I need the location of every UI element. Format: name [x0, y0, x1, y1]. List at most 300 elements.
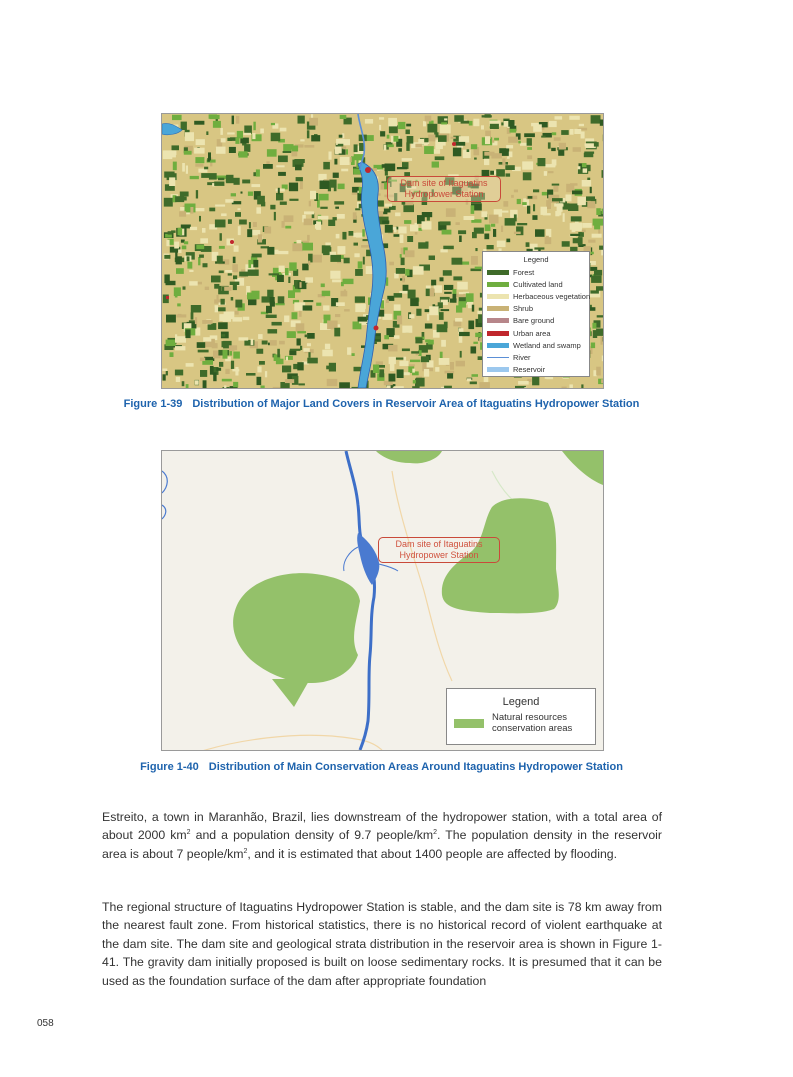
land-cover-patch: [232, 264, 238, 272]
land-cover-patch: [200, 238, 208, 243]
land-cover-patch: [292, 146, 298, 152]
land-cover-patch: [440, 125, 451, 134]
land-cover-patch: [217, 295, 219, 304]
land-cover-patch: [252, 254, 262, 258]
land-cover-patch: [174, 242, 179, 249]
land-cover-patch: [181, 225, 191, 229]
land-cover-patch: [346, 149, 348, 154]
land-cover-patch: [541, 136, 545, 138]
land-cover-patch: [168, 231, 173, 234]
land-cover-patch: [440, 352, 443, 359]
land-cover-patch: [389, 374, 396, 382]
land-cover-patch: [341, 169, 348, 172]
land-cover-patch: [425, 323, 432, 328]
land-cover-patch: [532, 215, 537, 220]
land-cover-patch: [278, 296, 285, 303]
land-cover-patch: [195, 380, 199, 385]
land-cover-patch: [411, 351, 419, 353]
land-cover-patch: [399, 361, 408, 366]
land-cover-patch: [248, 299, 256, 305]
land-cover-patch: [292, 243, 302, 251]
land-cover-patch: [230, 347, 235, 351]
land-cover-patch: [247, 229, 252, 237]
land-cover-patch: [232, 116, 234, 125]
land-cover-patch: [397, 316, 402, 325]
land-cover-patch: [423, 121, 426, 126]
land-cover-patch: [440, 277, 444, 281]
land-cover-patch: [479, 382, 490, 388]
land-cover-patch: [379, 369, 384, 377]
land-cover-patch: [219, 271, 224, 274]
land-cover-patch: [450, 362, 454, 370]
land-cover-patch: [429, 256, 435, 261]
land-cover-patch: [234, 178, 240, 185]
land-cover-patch: [297, 338, 301, 345]
land-cover-patch: [462, 262, 469, 265]
land-cover-patch: [243, 317, 250, 320]
land-cover-patch: [195, 328, 201, 336]
land-cover-patch: [590, 187, 592, 193]
land-cover-patch: [288, 277, 290, 283]
land-cover-patch: [402, 276, 405, 283]
land-cover-patch: [249, 222, 251, 228]
land-cover-patch: [253, 222, 257, 227]
land-cover-patch: [263, 164, 273, 169]
legend-label: Herbaceous vegetation: [513, 291, 591, 301]
land-cover-patch: [175, 346, 185, 350]
land-cover-patch: [473, 342, 478, 344]
land-cover-patch: [533, 204, 535, 211]
land-cover-patch: [385, 171, 388, 176]
conservation-legend: [446, 688, 596, 745]
land-cover-patch: [412, 386, 419, 388]
land-cover-patch: [334, 185, 337, 191]
land-cover-patch: [164, 275, 169, 284]
land-cover-patch: [277, 275, 284, 282]
land-cover-patch: [235, 138, 239, 144]
land-cover-patch: [303, 300, 313, 302]
land-cover-patch: [295, 165, 302, 171]
land-cover-patch: [503, 201, 508, 207]
land-cover-patch: [304, 145, 314, 148]
land-cover-patch: [260, 129, 264, 134]
land-cover-patch: [510, 129, 517, 133]
land-cover-patch: [290, 349, 301, 351]
land-cover-patch: [267, 149, 277, 157]
land-cover-patch: [491, 224, 495, 227]
legend-item: [454, 712, 595, 734]
land-cover-patch: [383, 212, 387, 215]
land-cover-patch: [222, 341, 225, 347]
land-cover-patch: [322, 291, 331, 296]
land-cover-patch: [343, 279, 354, 284]
land-cover-patch: [552, 198, 563, 201]
legend-label: Bare ground: [513, 316, 555, 326]
land-cover-patch: [402, 349, 410, 352]
land-cover-patch: [244, 126, 252, 134]
land-cover-patch: [456, 142, 466, 146]
land-cover-patch: [186, 384, 189, 388]
land-cover-patch: [583, 168, 588, 172]
land-cover-patch: [522, 161, 533, 169]
land-cover-patch: [373, 365, 379, 374]
land-cover-patch: [412, 369, 415, 373]
land-cover-patch: [601, 379, 603, 383]
land-cover-patch: [552, 184, 560, 186]
land-cover-patch: [422, 221, 432, 229]
land-cover-patch: [211, 276, 221, 283]
land-cover-patch: [363, 257, 365, 265]
land-cover-patch: [236, 116, 239, 124]
land-cover-patch: [215, 220, 226, 228]
land-cover-patch: [243, 133, 251, 135]
land-cover-patch: [379, 125, 381, 130]
land-cover-patch: [320, 207, 327, 209]
legend-label: Cultivated land: [513, 279, 563, 289]
land-cover-patch: [552, 132, 556, 135]
land-cover-patch: [273, 387, 281, 388]
land-cover-patch: [175, 334, 177, 342]
legend-item: [487, 266, 585, 278]
land-cover-patch: [421, 356, 429, 362]
land-cover-patch: [456, 361, 465, 367]
land-cover-patch: [176, 256, 182, 264]
land-cover-patch: [554, 204, 563, 207]
land-cover-patch: [602, 170, 604, 178]
land-cover-patch: [514, 190, 518, 193]
land-cover-patch: [453, 148, 461, 157]
legend-item: [487, 290, 591, 302]
land-cover-patch: [353, 212, 357, 219]
land-cover-patch: [203, 263, 208, 267]
land-cover-patch: [221, 299, 225, 305]
land-cover-patch: [235, 300, 242, 308]
land-cover-patch: [410, 360, 420, 363]
caption-number: Figure 1-40: [140, 761, 199, 773]
body-paragraph: The regional structure of Itaguatins Hydropower Station is stable, and the dam site is 78 km away from the nearest fault zone. From historical statistics, there is no historical record of violent earthquake at the dam site. The dam site and geological strata distribution in the reservoir area is shown in Figure 1-41. The gravity dam initially proposed is built on loose sedimentary rocks. It is presumed that it can be used as the foundation surface of the dam after appropriate foundation: [102, 900, 662, 988]
land-cover-patch: [394, 293, 403, 298]
land-cover-patch: [239, 220, 247, 225]
legend-label: Forest: [513, 267, 535, 277]
land-cover-patch: [459, 136, 469, 142]
land-cover-patch: [594, 270, 602, 276]
land-cover-patch: [361, 304, 366, 309]
land-cover-patch: [511, 195, 514, 198]
land-cover-patch: [354, 253, 359, 257]
land-cover-patch: [582, 230, 586, 233]
land-cover-patch: [179, 211, 186, 216]
land-cover-patch: [471, 256, 478, 265]
land-cover-patch: [367, 135, 374, 141]
land-cover-patch: [239, 272, 248, 277]
land-cover-patch: [296, 177, 303, 181]
land-cover-patch: [362, 229, 365, 236]
land-cover-patch: [325, 243, 331, 246]
land-cover-patch: [482, 115, 492, 117]
land-cover-patch: [405, 250, 415, 257]
land-cover-patch: [464, 216, 475, 220]
land-cover-patch: [176, 314, 186, 317]
legend-label: Urban area: [513, 328, 551, 338]
land-cover-patch: [175, 293, 178, 298]
land-cover-patch: [591, 252, 594, 255]
land-cover-patch: [427, 314, 429, 321]
dam-site-callout: Dam site of Itaguatins Hydropower Station: [378, 537, 500, 563]
land-cover-patch: [400, 235, 404, 244]
land-cover-patch: [390, 363, 395, 371]
land-cover-patch: [178, 249, 181, 253]
land-cover-patch: [535, 229, 545, 237]
land-cover-patch: [450, 299, 457, 303]
land-cover-patch: [336, 302, 345, 306]
legend-swatch: [487, 367, 509, 372]
land-cover-patch: [534, 247, 544, 249]
land-cover-patch: [289, 262, 297, 270]
land-cover-patch: [218, 178, 224, 181]
land-cover-patch: [446, 208, 456, 217]
land-cover-patch: [466, 293, 474, 302]
figure-1-39-caption: [0, 398, 763, 410]
land-cover-patch: [416, 309, 421, 316]
land-cover-patch: [434, 285, 442, 293]
legend-label: Shrub: [513, 304, 534, 314]
land-cover-patch: [477, 150, 479, 154]
conservation-area-map: [161, 450, 604, 751]
land-cover-patch: [459, 292, 463, 294]
land-cover-patch: [509, 152, 513, 158]
land-cover-patch: [568, 204, 578, 212]
land-cover-patch: [451, 137, 456, 139]
land-cover-patch: [204, 167, 208, 170]
land-cover-patch: [354, 144, 358, 152]
land-cover-patch: [341, 146, 346, 148]
land-cover-patch: [388, 345, 397, 352]
land-cover-patch: [505, 218, 516, 226]
land-cover-patch: [303, 305, 313, 310]
land-cover-patch: [185, 204, 196, 213]
land-cover-patch: [532, 377, 539, 386]
land-cover-patch: [163, 150, 173, 159]
land-cover-patch: [202, 228, 206, 233]
land-cover-patch: [190, 176, 199, 179]
land-cover-patch: [315, 224, 319, 229]
land-cover-patch: [341, 282, 344, 286]
land-cover-patch: [298, 116, 305, 124]
land-cover-patch: [544, 171, 547, 176]
land-cover-patch: [602, 209, 604, 215]
land-cover-patch: [549, 121, 557, 127]
land-cover-patch: [239, 337, 249, 340]
land-cover-patch: [225, 199, 233, 203]
land-cover-patch: [410, 225, 418, 232]
land-cover-patch: [219, 314, 227, 321]
land-cover-patch: [365, 119, 373, 124]
land-cover-patch: [197, 342, 206, 348]
land-cover-patch: [363, 239, 369, 241]
land-cover-patch: [484, 152, 494, 156]
conservation-area: [376, 451, 442, 463]
land-cover-patch: [452, 258, 463, 265]
land-cover-patch: [189, 270, 193, 272]
land-cover-patch: [238, 151, 247, 157]
land-cover-patch: [582, 223, 592, 228]
land-cover-patch: [240, 138, 249, 144]
land-cover-patch: [210, 366, 214, 375]
land-cover-patch: [447, 373, 453, 378]
land-cover-patch: [415, 232, 418, 235]
land-cover-patch: [230, 351, 233, 356]
legend-swatch: [487, 294, 509, 299]
land-cover-patch: [289, 350, 296, 355]
land-cover-patch: [354, 154, 363, 160]
legend-swatch: [454, 719, 484, 728]
land-cover-patch: [298, 281, 307, 289]
land-cover-patch: [282, 366, 291, 373]
land-cover-patch: [280, 202, 287, 205]
land-cover-patch: [444, 292, 452, 294]
land-cover-patch: [573, 147, 581, 152]
land-cover-patch: [316, 303, 321, 306]
land-cover-patch: [215, 205, 225, 207]
land-cover-patch: [415, 337, 422, 343]
land-cover-patch: [441, 309, 450, 311]
land-cover-patch: [338, 184, 345, 190]
land-cover-patch: [493, 229, 496, 237]
land-cover-patch: [508, 137, 518, 143]
land-cover-patch: [593, 330, 597, 338]
land-cover-patch: [354, 243, 359, 246]
land-cover-patch: [278, 156, 288, 163]
land-cover-patch: [563, 213, 565, 222]
land-cover-patch: [570, 223, 580, 230]
river-left: [162, 471, 167, 519]
land-cover-patch: [284, 215, 294, 222]
land-cover-patch: [213, 121, 221, 128]
land-cover-patch: [514, 232, 521, 235]
land-cover-patch: [223, 350, 228, 359]
land-cover-patch: [442, 230, 452, 235]
legend-item: [487, 364, 585, 376]
land-cover-patch: [398, 148, 402, 152]
legend-label: River: [513, 352, 531, 362]
land-cover-patch: [208, 152, 211, 160]
land-cover-patch: [323, 305, 329, 310]
land-cover-patch: [570, 129, 574, 135]
land-cover-patch: [277, 349, 280, 358]
land-cover-patch: [176, 336, 186, 343]
land-cover-patch: [262, 341, 268, 345]
land-cover-patch: [592, 234, 602, 238]
land-cover-patch: [342, 232, 346, 240]
land-cover-patch: [403, 357, 406, 361]
land-cover-patch: [199, 216, 201, 222]
land-cover-patch: [526, 242, 530, 247]
land-cover-patch: [199, 255, 204, 258]
land-cover-patch: [339, 382, 350, 388]
land-cover-patch: [490, 171, 494, 175]
land-cover-patch: [214, 182, 224, 186]
land-cover-patch: [404, 372, 410, 375]
land-cover-patch: [252, 133, 255, 139]
land-cover-patch: [453, 289, 457, 294]
land-cover-patch: [340, 115, 347, 119]
land-cover-patch: [359, 319, 367, 322]
land-cover-patch: [201, 173, 209, 178]
land-cover-patch: [233, 352, 240, 359]
land-cover-patch: [406, 130, 410, 135]
land-cover-patch: [288, 290, 295, 298]
caption-text: Distribution of Major Land Covers in Reservoir Area of Itaguatins Hydropower Station: [192, 398, 640, 410]
land-cover-patch: [191, 305, 201, 313]
land-cover-patch: [394, 386, 404, 388]
land-cover-patch: [397, 369, 404, 378]
land-cover-patch: [177, 197, 187, 201]
land-cover-patch: [402, 158, 413, 161]
land-cover-patch: [545, 237, 552, 244]
land-cover-patch: [484, 234, 489, 240]
land-cover-patch: [235, 311, 239, 315]
land-cover-patch: [458, 230, 466, 234]
land-cover-patch: [384, 381, 393, 385]
land-cover-patch: [231, 297, 234, 301]
legend-item: [487, 315, 585, 327]
land-cover-patch: [515, 386, 526, 388]
land-cover-patch: [333, 173, 339, 178]
land-cover-patch: [344, 258, 350, 264]
land-cover-patch: [413, 266, 424, 275]
land-cover-patch: [309, 118, 318, 126]
land-cover-patch: [429, 306, 438, 315]
land-cover-patch: [415, 144, 422, 148]
land-cover-patch: [590, 290, 599, 293]
land-cover-patch: [337, 246, 345, 254]
urban-area: [230, 240, 234, 244]
land-cover-patch: [555, 116, 563, 119]
reservoir: [357, 533, 379, 585]
land-cover-patch: [358, 261, 363, 268]
land-cover-patch: [497, 241, 506, 248]
legend-item: [487, 339, 585, 351]
land-cover-patch: [457, 282, 468, 290]
land-cover-patch: [455, 318, 462, 322]
land-cover-patch: [506, 145, 513, 148]
land-cover-patch: [190, 227, 197, 230]
land-cover-patch: [489, 215, 499, 224]
conservation-area: [562, 451, 603, 485]
land-cover-patch: [533, 124, 542, 132]
road: [202, 735, 382, 750]
land-cover-patch: [551, 148, 556, 151]
land-cover-patch: [394, 273, 399, 278]
land-cover-patch: [335, 314, 340, 317]
land-cover-patch: [271, 133, 281, 142]
legend-item: [487, 351, 585, 363]
land-cover-patch: [596, 367, 601, 376]
land-cover-patch: [222, 379, 232, 382]
land-cover-patch: [355, 269, 363, 276]
land-cover-patch: [217, 256, 223, 264]
land-cover-patch: [467, 378, 472, 381]
legend-swatch: [487, 357, 509, 358]
land-cover-patch: [178, 228, 183, 235]
land-cover-patch: [229, 147, 236, 153]
land-cover-patch: [389, 357, 396, 364]
land-cover-patch: [528, 196, 533, 199]
land-cover-patch: [330, 271, 340, 279]
urban-area: [452, 142, 456, 146]
land-cover-patch: [321, 284, 325, 288]
land-cover-patch: [216, 368, 221, 371]
